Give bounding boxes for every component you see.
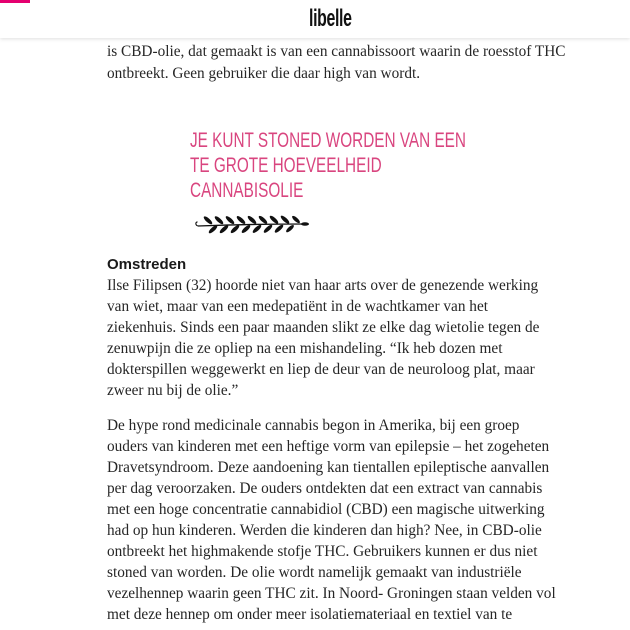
paragraph-line: Ilse Filipsen (32) hoorde niet van haar arts over de genezende werking — [107, 277, 539, 294]
paragraph-line: dokterspillen weggewerkt en liep de deur van de neuroloog plat, maar — [107, 360, 535, 378]
pull-quote — [190, 128, 568, 203]
accent-bar — [0, 0, 30, 3]
libelle-logo[interactable]: libelle — [309, 5, 352, 32]
intro-paragraph — [107, 41, 566, 85]
paragraph-line: met een hoge concentratie cannabidiol (CBD) een magische uitwerking — [107, 500, 545, 518]
site-header — [0, 0, 630, 38]
paragraph-line: van wiet, maar van een medepatiënt in de wachtkamer van het — [107, 297, 488, 315]
paragraph-line: ziekenhuis. Sinds een paar maanden slikt ze elke dag wietolie tegen de — [107, 318, 540, 336]
paragraph-line: stoned van worden. De olie wordt namelijk gemaakt van industriële — [107, 564, 522, 582]
paragraph-line: met deze hennep om onder meer isolatiemateriaal en textiel van te — [107, 606, 513, 624]
paragraph-line: ontbreekt het highmakende stofje THC. Gebruikers kunnen er dus niet — [107, 543, 538, 561]
pull-quote-line: JE KUNT STONED WORDEN VAN EEN — [190, 129, 466, 152]
paragraph-line: ouders van kinderen met een heftige vorm van epilepsie – het zogeheten — [107, 437, 550, 455]
laurel-branch-icon — [194, 212, 310, 238]
paragraph-line: per dag veroorzaken. De ouders ontdekten dat een extract van cannabis — [107, 479, 543, 497]
pull-quote-line: CANNABISOLIE — [190, 179, 304, 202]
paragraph-line: zenuwpijn die ze opliep na een mishandeling. “Ik heb dozen met — [107, 339, 503, 357]
paragraph-line: zweer nu bij de olie.” — [107, 381, 239, 399]
paragraph-line: is CBD-olie, dat gemaakt is van een cannabissoort waarin de roesstof THC — [107, 43, 566, 60]
paragraph-line: De hype rond medicinale cannabis begon in Amerika, bij een groep — [107, 416, 520, 434]
paragraph — [107, 276, 539, 401]
paragraph — [107, 415, 556, 626]
paragraph-line: vezelhennep waarin geen THC zit. In Noord- Groningen staan velden vol — [107, 585, 556, 603]
paragraph-line: Dravetsyndroom. Deze aandoening kan tientallen epileptische aanvallen — [107, 458, 550, 476]
paragraph-line: had op hun kinderen. Werden die kinderen dan high? Nee, in CBD-olie — [107, 521, 542, 539]
section-heading: Omstreden — [107, 256, 187, 273]
pull-quote-line: TE GROTE HOEVEELHEID — [190, 154, 382, 177]
paragraph-line: ontbreekt. Geen gebruiker die daar high van wordt. — [107, 65, 421, 82]
